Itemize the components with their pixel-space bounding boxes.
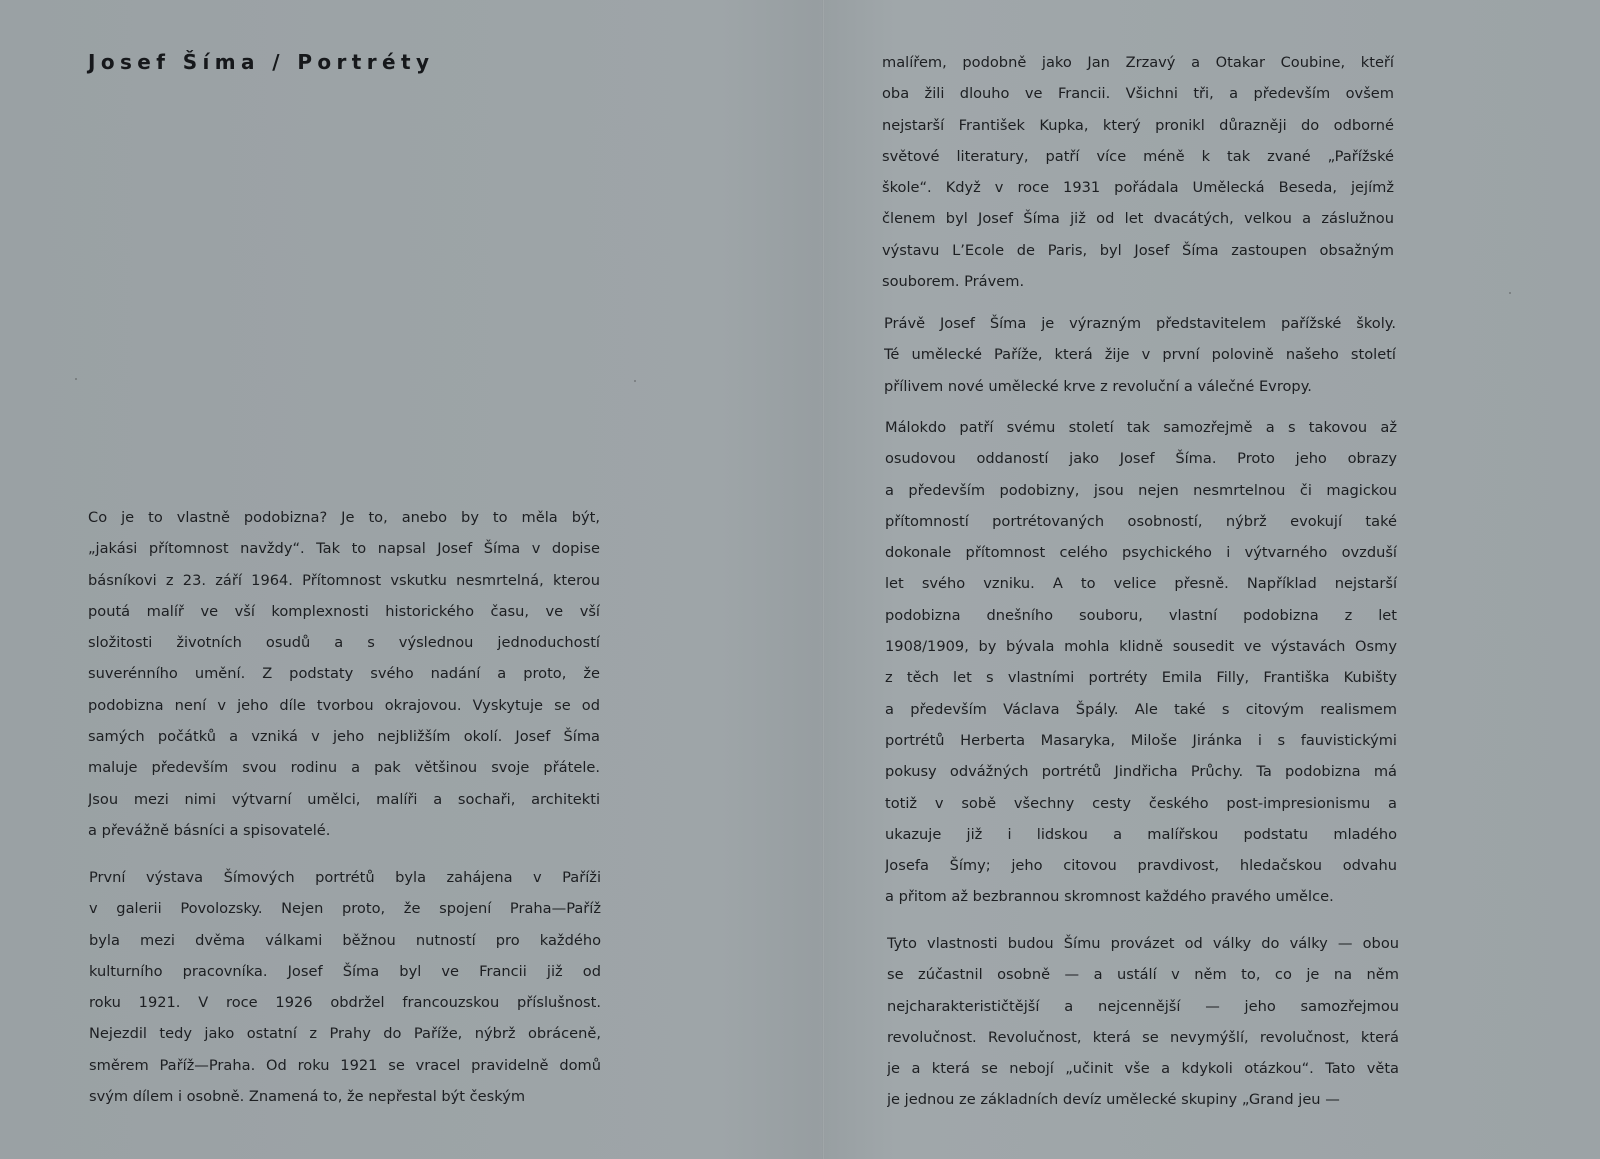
text-line: je a která se nebojí „učinit vše a kdykoli otázkou“. Tato věta: [887, 1060, 1399, 1078]
right-page: [825, 0, 1600, 1159]
text-line: dokonale přítomnost celého psychického i výtvarného ovzduší: [885, 544, 1397, 562]
text-line: světové literatury, patří více méně k tak zvané „Pařížské: [882, 147, 1394, 165]
text-line: malířem, podobně jako Jan Zrzavý a Otakar Coubine, kteří: [882, 54, 1394, 71]
text-line: Nejezdil tedy jako ostatní z Prahy do Paříže, nýbrž obráceně,: [89, 1025, 601, 1043]
text-line: kulturního pracovníka. Josef Šíma byl ve Francii již od: [89, 962, 601, 980]
text-line: Málokdo patří svému století tak samozřejmě a s takovou až: [885, 419, 1397, 436]
text-line: nejstarší František Kupka, který pronikl důrazněji do odborné: [882, 116, 1394, 134]
text-line: samých počátků a vzniká v jeho nejbližším okolí. Josef Šíma: [88, 728, 600, 746]
paragraph: [887, 928, 1399, 1116]
text-line: směrem Paříž—Praha. Od roku 1921 se vracel pravidelně domů: [89, 1056, 601, 1074]
text-line: svým dílem i osobně. Znamená to, že nepřestal být českým: [89, 1088, 526, 1106]
text-line: a převážně básníci a spisovatelé.: [88, 821, 331, 839]
text-line: podobizna není v jeho díle tvorbou okrajovou. Vyskytuje se od: [88, 696, 600, 714]
text-line: v galerii Povolozsky. Nejen proto, že spojení Praha—Paříž: [89, 900, 601, 918]
text-line: „jakási přítomnost navždy“. Tak to napsal Josef Šíma v dopise: [88, 540, 600, 558]
text-line: byla mezi dvěma válkami běžnou nutností pro každého: [89, 931, 601, 949]
text-line: přítomností portrétovaných osobností, nýbrž evokují také: [885, 512, 1397, 530]
text-line: ukazuje již i lidskou a malířskou podstatu mladého: [885, 825, 1397, 843]
page-heading: Josef Šíma / Portréty: [88, 50, 435, 74]
text-line: Tyto vlastnosti budou Šímu provázet od války do války — obou: [887, 935, 1399, 952]
paragraph: [882, 47, 1394, 297]
text-line: nejcharakterističtější a nejcennější — jeho samozřejmou: [887, 997, 1399, 1015]
paper-speck: [75, 378, 77, 380]
text-line: pokusy odvážných portrétů Jindřicha Průchy. Ta podobizna má: [885, 763, 1397, 781]
text-line: škole“. Když v roce 1931 pořádala Umělecká Beseda, jejímž: [882, 179, 1394, 197]
text-line: podobizna dnešního souboru, vlastní podobizna z let: [885, 606, 1397, 624]
paragraph: [885, 412, 1397, 913]
text-line: se zúčastnil osobně — a ustálí v něm to, co je na něm: [887, 966, 1399, 984]
text-line: členem byl Josef Šíma již od let dvacátých, velkou a záslužnou: [882, 210, 1394, 228]
text-line: portrétů Herberta Masaryka, Miloše Jiránka i s fauvistickými: [885, 731, 1397, 749]
text-line: 1908/1909, by bývala mohla klidně sousedit ve výstavách Osmy: [885, 638, 1397, 656]
paragraph: [88, 502, 600, 846]
paragraph: [884, 308, 1396, 402]
text-line: oba žili dlouho ve Francii. Všichni tři, a především ovšem: [882, 85, 1394, 103]
text-line: Co je to vlastně podobizna? Je to, anebo by to měla být,: [88, 509, 600, 526]
text-line: a především podobizny, jsou nejen nesmrtelnou či magickou: [885, 481, 1397, 499]
text-line: osudovou oddaností jako Josef Šíma. Proto jeho obrazy: [885, 450, 1397, 468]
text-line: z těch let s vlastními portréty Emila Filly, Františka Kubišty: [885, 669, 1397, 687]
text-line: revolučnost. Revolučnost, která se nevymýšlí, revolučnost, která: [887, 1028, 1399, 1046]
text-line: složitosti životních osudů a s výslednou jednoduchostí: [88, 634, 600, 652]
text-line: a přitom až bezbrannou skromnost každého pravého umělce.: [885, 888, 1334, 906]
text-line: Právě Josef Šíma je výrazným představitelem pařížské školy.: [884, 315, 1396, 332]
text-line: maluje především svou rodinu a pak většinou svoje přátele.: [88, 759, 600, 777]
text-line: poutá malíř ve vší komplexnosti historického času, ve vší: [88, 602, 600, 620]
text-line: a především Václava Špály. Ale také s citovým realismem: [885, 700, 1397, 718]
paper-speck: [634, 380, 636, 382]
text-line: suverénního umění. Z podstaty svého nadání a proto, že: [88, 665, 600, 683]
text-line: básníkovi z 23. září 1964. Přítomnost vskutku nesmrtelná, kterou: [88, 571, 600, 589]
text-line: Jsou mezi nimi výtvarní umělci, malíři a sochaři, architekti: [88, 790, 600, 808]
text-line: souborem. Právem.: [882, 273, 1025, 291]
paper-speck: [1509, 292, 1511, 294]
text-line: výstavu L’Ecole de Paris, byl Josef Šíma zastoupen obsažným: [882, 241, 1394, 259]
paragraph: [89, 862, 601, 1112]
text-line: je jednou ze základních devíz umělecké skupiny „Grand jeu —: [887, 1091, 1340, 1109]
text-line: Té umělecké Paříže, která žije v první polovině našeho století: [884, 346, 1396, 364]
text-line: První výstava Šímových portrétů byla zahájena v Paříži: [89, 869, 601, 886]
text-line: let svého vzniku. A to velice přesně. Například nejstarší: [885, 575, 1397, 593]
text-line: totiž v sobě všechny cesty českého post-impresionismu a: [885, 794, 1397, 812]
text-line: roku 1921. V roce 1926 obdržel francouzskou příslušnost.: [89, 994, 601, 1012]
text-line: přílivem nové umělecké krve z revoluční a válečné Evropy.: [884, 377, 1312, 395]
text-line: Josefa Šímy; jeho citovou pravdivost, hledačskou odvahu: [885, 857, 1397, 875]
